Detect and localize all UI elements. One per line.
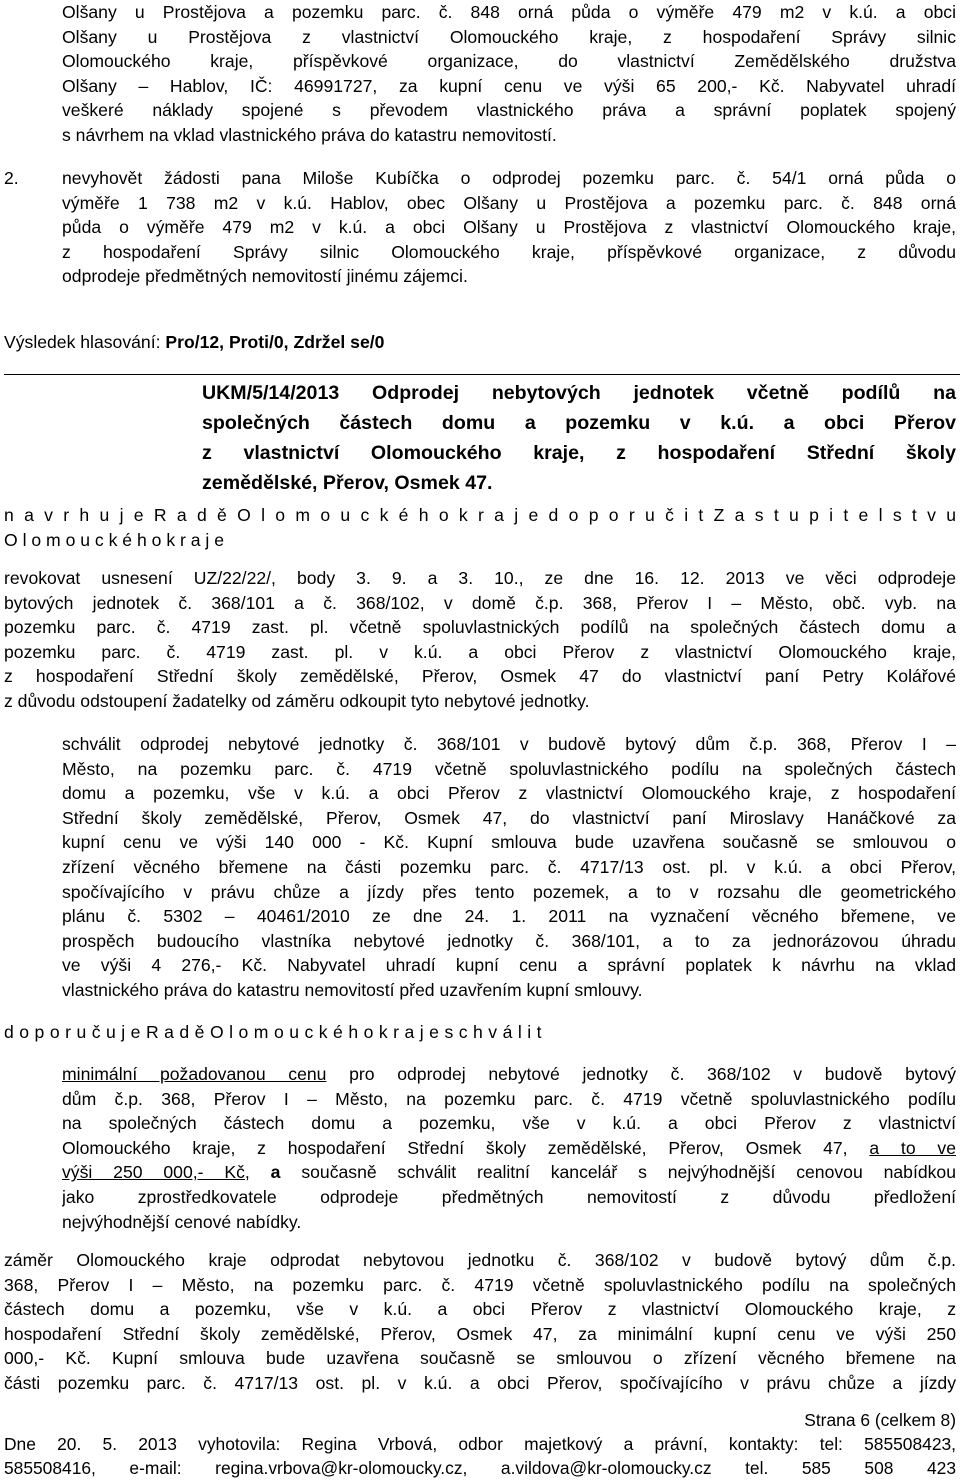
underlined-text: minimální požadovanou cenu: [62, 1064, 327, 1084]
text-line: pozemku parc. č. 4719 zast. pl. včetně spoluvlastnických podílů na společných částech domu a: [4, 617, 956, 638]
top-paragraph: [62, 0, 956, 148]
heading-line: společných částech domu a pozemku v k.ú. a obci Přerov: [202, 412, 956, 434]
text-line: kupní cenu ve výši 140 000 - Kč. Kupní smlouva bude uzavřena současně se smlouvou o: [62, 832, 956, 853]
text-line: z hospodaření Správy silnic Olomouckého kraje, příspěvkové organizace, z důvodu: [62, 241, 956, 262]
text-line: zřízení věcného břemene na části pozemku parc. č. 4717/13 ost. pl. v k.ú. a obci Přerov,: [62, 856, 956, 877]
text-line: bytových jednotek č. 368/101 a č. 368/102, v domě č.p. 368, Přerov I – Město, obč. vyb. na: [4, 592, 956, 613]
text-line: Olomouckého kraje, příspěvkové organizace, do vlastnictví Zemědělského družstva: [62, 51, 956, 72]
text-line: 368, Přerov I – Město, na pozemku parc. č. 4719 včetně spoluvlastnického podílu na společných: [4, 1274, 956, 1295]
text-line: z důvodu odstoupení žadatelky od záměru odkoupit tyto nebytové jednotky.: [4, 690, 590, 711]
item-number: 2.: [4, 168, 19, 188]
revoke-paragraph: [4, 566, 956, 714]
underlined-text: a to ve: [869, 1137, 956, 1158]
text-line: ve výši 4 276,- Kč. Nabyvatel uhradí kupní cenu a správní poplatek k návrhu na vklad: [62, 955, 956, 976]
text-line: hospodaření Střední školy zemědělské, Přerov, Osmek 47, za minimální kupní cenu ve výši 250: [4, 1323, 956, 1344]
text-line: nevyhovět žádosti pana Miloše Kubíčka o odprodej pozemku parc. č. 54/1 orná půda o: [62, 168, 956, 188]
text-line: domu a pozemku, vše v k.ú. a obci Přerov z vlastnictví Olomouckého kraje, z hospodaření: [62, 783, 956, 804]
text-line: odprodeje předmětných nemovitostí jinému zájemci.: [62, 266, 468, 287]
approve-paragraph: [62, 732, 956, 1003]
text-line: veškeré náklady spojené s převodem vlastnického práva a správní poplatek spojený: [62, 100, 956, 121]
heading-line: z vlastnictví Olomouckého kraje, z hospodaření Střední školy: [202, 442, 956, 464]
text-line: Město, na pozemku parc. č. 4719 včetně spoluvlastnického podílu na společných částech: [62, 758, 956, 779]
underlined-text: výši 250 000,- Kč: [62, 1162, 245, 1183]
text-line: plánu č. 5302 – 40461/2010 ze dne 24. 1. 2011 na vyznačení věcného břemene, ve: [62, 906, 956, 927]
footer-contact: [4, 1432, 956, 1480]
text-line: nejvýhodnější cenové nabídky.: [62, 1211, 302, 1232]
text-line: revokovat usnesení UZ/22/22/, body 3. 9. a 3. 10., ze dne 16. 12. 2013 ve věci odprodeje: [4, 568, 956, 588]
heading-line: UKM/5/14/2013 Odprodej nebytových jednotek včetně podílů na: [202, 382, 956, 404]
vote-label: Výsledek hlasování:: [4, 332, 166, 352]
text-line: pozemku parc. č. 4719 zast. pl. v k.ú. a obci Přerov z vlastnictví Olomouckého kraje,: [4, 641, 956, 662]
section-divider: [4, 374, 960, 375]
text-line: Olšany u Prostějova z vlastnictví Olomouckého kraje, z hospodaření Správy silnic: [62, 26, 956, 47]
vote-result: [4, 330, 904, 355]
spaced-text: O l o m o u c k é h o k r a j e: [4, 529, 225, 550]
recommendation-intro: d o p o r u č u j e R a d ě O l o m o u c k é h o k r a j e s c h v á l i t: [4, 1022, 542, 1042]
footer-line: 585508416, e-mail: regina.vrbova@kr-olomoucky.cz, a.vildova@kr-olomoucky.cz tel. 585 508 423: [4, 1458, 956, 1478]
heading-line: zemědělské, Přerov, Osmek 47.: [202, 472, 493, 494]
item-2-text: [62, 166, 956, 289]
proposal-intro: [4, 503, 956, 552]
text-line: s návrhem na vklad vlastnického práva do katastru nemovitostí.: [62, 124, 557, 145]
text-line: minimální požadovanou cenu pro odprodej nebytové jednotky č. 368/102 v budově bytový: [62, 1064, 956, 1084]
text-line: dům č.p. 368, Přerov I – Město, na pozemku parc. č. 4719 včetně spoluvlastnického podílu: [62, 1088, 956, 1109]
text-line: Olšany u Prostějova a pozemku parc. č. 848 orná půda o výměře 479 m2 v k.ú. a obci: [62, 2, 956, 22]
text-line: vlastnického práva do katastru nemovitostí před uzavřením kupní smlouvy.: [62, 979, 643, 1000]
text-line: půda o výměře 479 m2 v k.ú. a obci Olšany u Prostějova z vlastnictví Olomouckého kraje,: [62, 217, 956, 238]
text-line: výměře 1 738 m2 v k.ú. Hablov, obec Olšany u Prostějova a pozemku parc. č. 848 orná: [62, 192, 956, 213]
text-line: Střední školy zemědělské, Přerov, Osmek 47, do vlastnictví paní Miroslavy Hanáčkové za: [62, 807, 956, 828]
footer-line: Dne 20. 5. 2013 vyhotovila: Regina Vrbová, odbor majetkový a právní, kontakty: tel: 585508423,: [4, 1434, 956, 1454]
text-line: částech domu a pozemku, vše v k.ú. a obci Přerov z vlastnictví Olomouckého kraje, z: [4, 1299, 956, 1320]
min-price-paragraph: [62, 1062, 956, 1234]
text-line: schválit odprodej nebytové jednotky č. 368/101 v budově bytový dům č.p. 368, Přerov I –: [62, 734, 956, 754]
text-line: záměr Olomouckého kraje odprodat nebytovou jednotku č. 368/102 v budově bytový dům č.p.: [4, 1250, 956, 1270]
resolution-heading: [202, 378, 956, 498]
page-number: Strana 6 (celkem 8): [804, 1410, 956, 1430]
intent-paragraph: [4, 1248, 956, 1396]
text-line: na společných částech domu a pozemku, vše v k.ú. a obci Přerov z vlastnictví: [62, 1113, 956, 1134]
text-line: Olšany – Hablov, IČ: 46991727, za kupní cenu ve výši 65 200,- Kč. Nabyvatel uhradí: [62, 75, 956, 96]
spaced-text: n a v r h u j e R a d ě O l o m o u c k é h o k r a j e d o p o r u č i t Z a s t u p i t e l s t v u: [4, 505, 956, 525]
text-line: jako zprostředkovatele odprodeje předmětných nemovitostí z důvodu předložení: [62, 1186, 956, 1207]
vote-value: Pro/12, Proti/0, Zdržel se/0: [165, 332, 385, 352]
text-line: Olomouckého kraje, z hospodaření Střední školy zemědělské, Přerov, Osmek 47, a to ve: [62, 1137, 956, 1158]
text-line: z hospodaření Střední školy zemědělské, Přerov, Osmek 47 do vlastnictví paní Petry Kolářové: [4, 666, 956, 687]
text-line: prospěch budoucího vlastníka nebytové jednotky č. 368/101, a to za jednorázovou úhradu: [62, 930, 956, 951]
text-line: části pozemku parc. č. 4717/13 ost. pl. v k.ú. a obci Přerov, spočívajícího v právu chůze a jízdy: [4, 1372, 956, 1393]
text-line: výši 250 000,- Kč, a současně schválit realitní kancelář s nejvýhodnější cenovou nabídkou: [62, 1162, 956, 1183]
text-line: 000,- Kč. Kupní smlouva bude uzavřena současně se smlouvou o zřízení věcného břemene na: [4, 1348, 956, 1369]
text-line: spočívajícího v právu chůze a jízdy přes tento pozemek, a to v rozsahu dle geometrického: [62, 881, 956, 902]
